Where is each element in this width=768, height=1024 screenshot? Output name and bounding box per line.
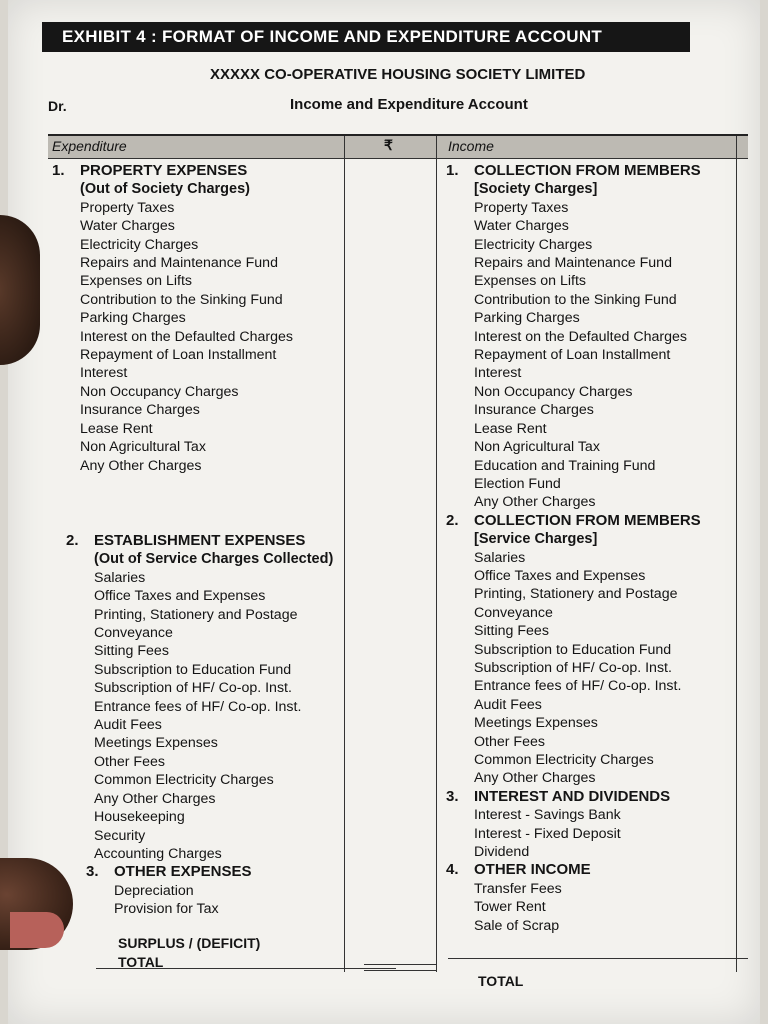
income-column bbox=[446, 162, 744, 935]
line-item: Interest on the Defaulted Charges bbox=[474, 328, 687, 345]
line-item: Audit Fees bbox=[94, 717, 162, 734]
line-item: Interest - Fixed Deposit bbox=[474, 825, 621, 842]
line-item: Education and Training Fund bbox=[474, 457, 656, 474]
expenditure-header: Expenditure bbox=[52, 138, 127, 154]
line-item: Interest - Savings Bank bbox=[474, 807, 621, 824]
line-item: Non Agricultural Tax bbox=[80, 439, 206, 456]
line-item: Repairs and Maintenance Fund bbox=[474, 255, 672, 272]
item-list bbox=[80, 199, 350, 475]
section-number: 3. bbox=[86, 863, 99, 881]
section-number: 2. bbox=[66, 532, 79, 549]
line-item: Provision for Tax bbox=[114, 901, 219, 918]
line-item: Any Other Charges bbox=[94, 790, 216, 807]
line-item: Water Charges bbox=[474, 218, 569, 235]
line-item: Subscription to Education Fund bbox=[94, 661, 292, 678]
item-list bbox=[94, 569, 354, 864]
line-item: Insurance Charges bbox=[80, 402, 200, 419]
section-subtitle: (Out of Society Charges) bbox=[80, 181, 250, 198]
section-subtitle: [Society Charges] bbox=[474, 181, 598, 198]
income-header: Income bbox=[448, 138, 494, 154]
society-name: XXXXX CO-OPERATIVE HOUSING SOCIETY LIMITED bbox=[210, 66, 586, 83]
section-title: INTEREST AND DIVIDENDS bbox=[474, 787, 671, 805]
line-item: Repayment of Loan Installment bbox=[474, 347, 671, 364]
section-title: ESTABLISHMENT EXPENSES bbox=[94, 532, 306, 549]
section-number: 1. bbox=[52, 162, 65, 179]
line-item: Tower Rent bbox=[474, 899, 546, 916]
line-item: Subscription to Education Fund bbox=[474, 641, 672, 658]
section-title: OTHER INCOME bbox=[474, 861, 591, 879]
line-item: Transfer Fees bbox=[474, 880, 562, 897]
surplus-label: SURPLUS / (DEFICIT) bbox=[118, 935, 261, 951]
line-item: Conveyance bbox=[474, 604, 553, 621]
line-item: Common Electricity Charges bbox=[474, 752, 654, 768]
section-title: COLLECTION FROM MEMBERS bbox=[474, 162, 701, 179]
line-item: Lease Rent bbox=[474, 420, 547, 437]
line-item: Entrance fees of HF/ Co-op. Inst. bbox=[94, 698, 302, 715]
line-item: Printing, Stationery and Postage bbox=[94, 606, 298, 623]
expenditure-section-2 bbox=[66, 532, 354, 919]
line-item: Interest on the Defaulted Charges bbox=[80, 328, 293, 345]
section-number: 4. bbox=[446, 861, 459, 879]
section-title: OTHER EXPENSES bbox=[114, 863, 252, 881]
line-item: Expenses on Lifts bbox=[474, 273, 586, 290]
line-item: Sale of Scrap bbox=[474, 917, 560, 934]
line-item: Non Occupancy Charges bbox=[474, 383, 633, 400]
section-number: 2. bbox=[446, 511, 459, 529]
line-item: Water Charges bbox=[80, 218, 175, 235]
line-item: Salaries bbox=[474, 549, 526, 566]
line-item: Accounting Charges bbox=[94, 845, 222, 862]
line-item: Repairs and Maintenance Fund bbox=[80, 255, 278, 272]
total-rule bbox=[364, 970, 436, 971]
line-item: Non Agricultural Tax bbox=[474, 439, 600, 456]
finger-shadow bbox=[0, 215, 40, 365]
line-item: Security bbox=[94, 827, 146, 844]
line-item: Other Fees bbox=[94, 753, 165, 770]
item-list bbox=[474, 549, 744, 788]
line-item: Property Taxes bbox=[474, 199, 569, 216]
line-item: Interest bbox=[80, 365, 128, 382]
line-item: Salaries bbox=[94, 569, 146, 586]
line-item: Any Other Charges bbox=[80, 457, 202, 474]
item-list bbox=[474, 199, 744, 512]
line-item: Sitting Fees bbox=[474, 623, 549, 640]
line-item: Meetings Expenses bbox=[474, 715, 598, 732]
line-item: Printing, Stationery and Postage bbox=[474, 586, 678, 603]
total-rule bbox=[448, 958, 748, 959]
line-item: Entrance fees of HF/ Co-op. Inst. bbox=[474, 678, 682, 695]
section-title: PROPERTY EXPENSES bbox=[80, 162, 248, 179]
line-item: Expenses on Lifts bbox=[80, 273, 192, 290]
item-list bbox=[474, 806, 744, 861]
line-item: Common Electricity Charges bbox=[94, 772, 274, 789]
line-item: Electricity Charges bbox=[80, 236, 199, 253]
column-divider bbox=[436, 136, 437, 972]
section-subtitle: (Out of Service Charges Collected) bbox=[94, 551, 334, 568]
section-title: COLLECTION FROM MEMBERS bbox=[474, 511, 701, 529]
line-item: Sitting Fees bbox=[94, 643, 169, 660]
expenditure-footer bbox=[118, 934, 260, 972]
line-item: Any Other Charges bbox=[474, 770, 596, 787]
table-header bbox=[48, 136, 748, 159]
expenditure-section-1 bbox=[52, 162, 350, 475]
line-item: Other Fees bbox=[474, 733, 545, 750]
line-item: Contribution to the Sinking Fund bbox=[80, 291, 283, 308]
line-item: Lease Rent bbox=[80, 420, 153, 437]
section-number: 1. bbox=[446, 162, 459, 179]
total-rule bbox=[364, 964, 436, 965]
line-item: Housekeeping bbox=[94, 809, 185, 826]
expenditure-total-label: TOTAL bbox=[118, 954, 164, 970]
line-item: Insurance Charges bbox=[474, 402, 594, 419]
line-item: Meetings Expenses bbox=[94, 735, 218, 752]
line-item: Office Taxes and Expenses bbox=[474, 567, 646, 584]
dr-label: Dr. bbox=[48, 98, 67, 114]
line-item: Subscription of HF/ Co-op. Inst. bbox=[474, 659, 672, 676]
line-item: Parking Charges bbox=[474, 310, 580, 327]
line-item: Parking Charges bbox=[80, 310, 186, 327]
line-item: Audit Fees bbox=[474, 696, 542, 713]
account-title: Income and Expenditure Account bbox=[290, 96, 528, 113]
line-item: Any Other Charges bbox=[474, 494, 596, 511]
line-item: Office Taxes and Expenses bbox=[94, 588, 266, 605]
item-list bbox=[474, 880, 744, 935]
rupee-header: ₹ bbox=[384, 137, 393, 153]
line-item: Interest bbox=[474, 365, 522, 382]
line-item: Property Taxes bbox=[80, 199, 175, 216]
income-total-label: TOTAL bbox=[478, 973, 524, 989]
line-item: Subscription of HF/ Co-op. Inst. bbox=[94, 680, 292, 697]
section-subtitle: [Service Charges] bbox=[474, 531, 598, 548]
line-item: Election Fund bbox=[474, 475, 561, 492]
line-item: Contribution to the Sinking Fund bbox=[474, 291, 677, 308]
exhibit-banner: EXHIBIT 4 : FORMAT OF INCOME AND EXPENDITURE ACCOUNT bbox=[42, 22, 690, 52]
line-item: Repayment of Loan Installment bbox=[80, 347, 277, 364]
line-item: Depreciation bbox=[114, 882, 194, 899]
section-number: 3. bbox=[446, 787, 459, 805]
item-list bbox=[114, 882, 354, 919]
line-item: Electricity Charges bbox=[474, 236, 593, 253]
line-item: Dividend bbox=[474, 844, 530, 861]
line-item: Conveyance bbox=[94, 625, 173, 642]
line-item: Non Occupancy Charges bbox=[80, 383, 239, 400]
